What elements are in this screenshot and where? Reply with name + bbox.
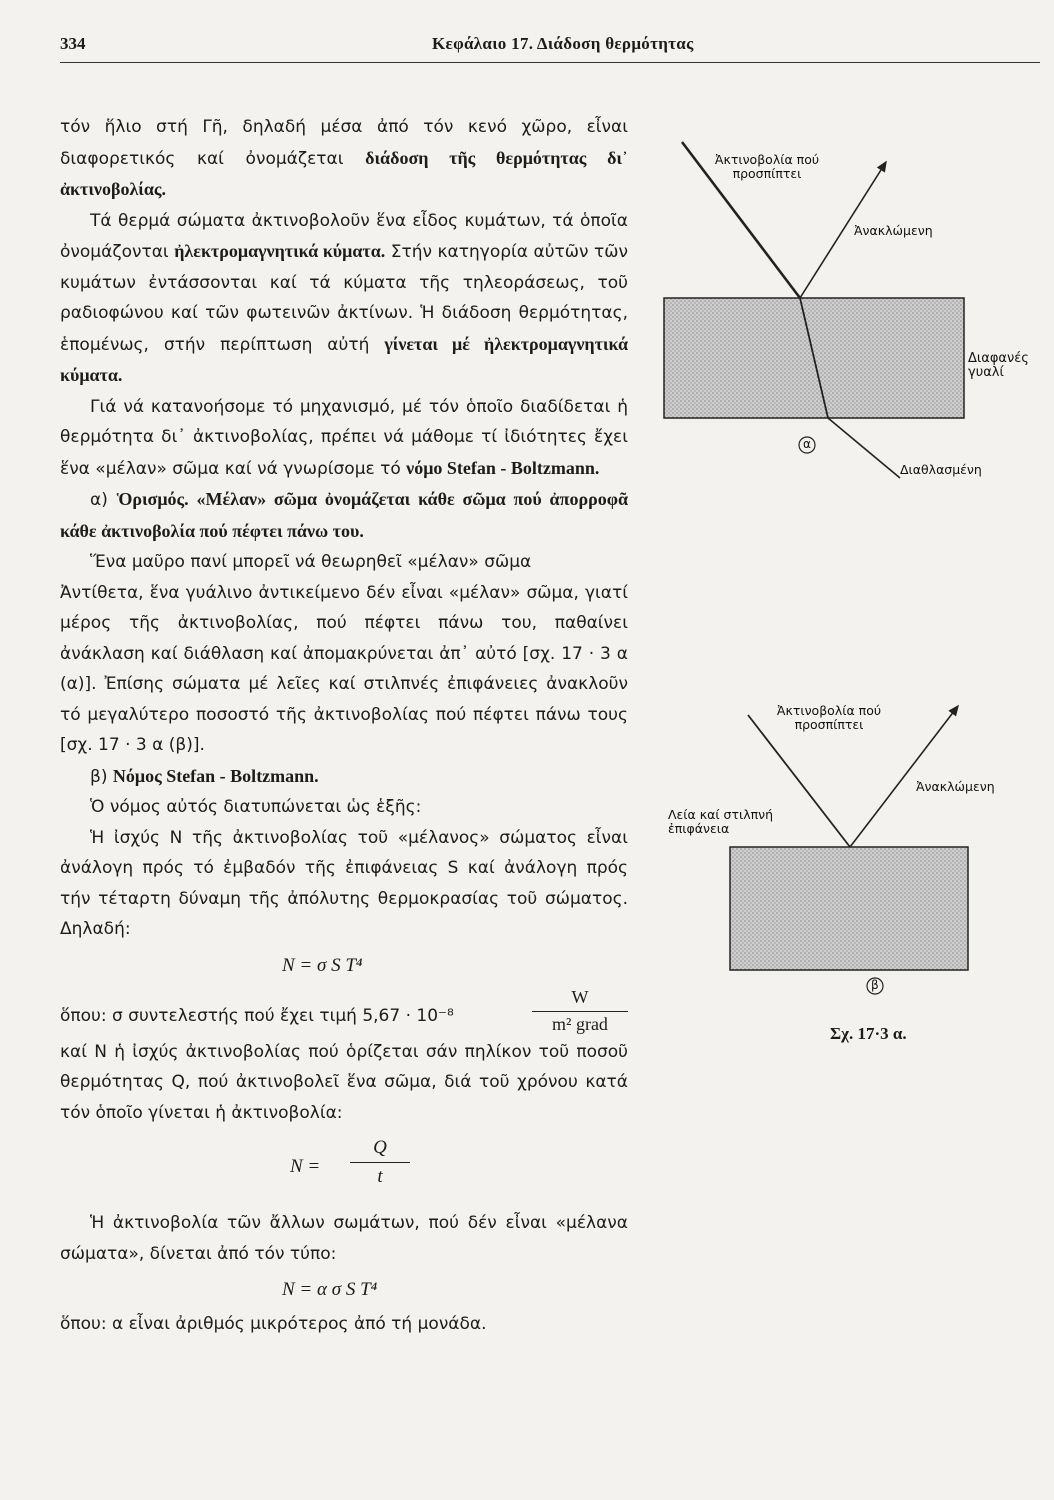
paragraph-3 — [60, 392, 628, 485]
label-refracted: Διαθλασμένη — [900, 462, 982, 477]
running-title: Κεφάλαιο 17. Διάδοση θερμότητας — [432, 34, 694, 53]
sigma-definition-text: ὅπου: σ συντελεστής πού ἔχει τιμή 5,67 · 10⁻⁸ — [60, 1005, 454, 1026]
fraction-numerator: Q — [350, 1134, 410, 1163]
label-reflected-a: Ἀνακλώμενη — [854, 223, 933, 238]
definition-paragraph — [60, 484, 628, 547]
header-rule — [60, 62, 1040, 63]
label-reflected-b: Ἀνακλώμενη — [916, 779, 995, 794]
paragraph-text: τόν ἥλιο στή Γῆ, δηλαδή μέσα ἀπό τόν κενό χῶρο, εἶναι διαφορετικός καί ὀνομάζεται — [60, 117, 628, 169]
paragraph-8: Ὁ νόμος αὐτός διατυπώνεται ὡς ἑξῆς: — [90, 797, 422, 817]
label-glass: Διαφανές γυαλί — [968, 351, 1029, 380]
definition-text: Ὁρισμός. «Μέλαν» σῶμα ὀνομάζεται κάθε σῶμα πού ἀπορροφᾶ κάθε ἀκτινοβολία πού πέφτει πάνω του. — [60, 489, 629, 541]
paragraph-2 — [60, 206, 628, 392]
paragraph-10: καί Ν ἡ ἰσχύς ἀκτινοβολίας πού ὁρίζεται σάν πηλίκον τοῦ ποσοῦ θερμότητας Q, πού ἀκτινοβολεῖ ἕνα σῶμα, διά τοῦ χρόνου κατά τόν ὁποῖο γίνεται ἡ ἀκτινοβολία: — [60, 1041, 628, 1123]
paragraph-1 — [60, 112, 628, 206]
paragraph-text: Γιά νά κατανοήσομε τό μηχανισμό, μέ τόν ὁποῖο διαδίδεται ἡ θερμότητα δι᾽ ἀκτινοβολίας, πρέπει νά μάθομε τί ἰδιότητες ἔχει ἕνα «μέλαν» σῶμα καί νά γνωρίσομε τό — [60, 396, 628, 479]
paragraph-11: Ἡ ἀκτινοβολία τῶν ἄλλων σωμάτων, πού δέν εἶναι «μέλανα σώματα», δίνεται ἀπό τόν τύπο: — [60, 1213, 628, 1264]
label-surface: Λεία καί στιλπνή ἐπιφάνεια — [668, 807, 774, 836]
formula-stefan-boltzmann: N = σ S T⁴ — [282, 954, 363, 976]
formula-power — [60, 1134, 628, 1204]
paragraph-5: Ἕνα μαῦρο πανί μπορεῖ νά θεωρηθεῖ «μέλαν» σῶμα — [90, 552, 532, 572]
list-marker: α) — [90, 490, 117, 510]
sigma-unit-fraction — [532, 985, 628, 1036]
list-marker: β) — [90, 766, 113, 787]
label-incident-b: Ἀκτινοβολία πού προσπίπτει — [776, 703, 882, 732]
main-text-column — [60, 112, 628, 1340]
polished-block — [730, 847, 968, 970]
figure-caption: Σχ. 17·3 α. — [830, 1024, 907, 1043]
refracted-ray-exit — [828, 418, 900, 478]
bold-term: διάδοση τῆς θερμότητας δι᾽ ἀκτινοβολίας. — [60, 147, 628, 199]
fraction-denominator: t — [377, 1166, 383, 1187]
page-number: 334 — [60, 34, 86, 53]
bold-term: γίνεται μέ ἠλεκτρομαγνητικά κύματα. — [60, 333, 628, 385]
label-marker-a: α — [803, 437, 811, 451]
bold-term: νόμο Stefan - Boltzmann. — [406, 457, 600, 478]
paragraph-text: Τά θερμά σώματα ἀκτινοβολοῦν ἕνα εἶδος κυμάτων, τά ὁποῖα ὀνομάζονται — [60, 210, 628, 262]
section-heading-b — [60, 761, 628, 793]
section-heading-text: Νόμος Stefan - Boltzmann. — [112, 765, 319, 786]
page-header — [60, 34, 1040, 64]
formula-power-lhs: N = — [290, 1156, 321, 1177]
unit-numerator: W — [532, 985, 628, 1012]
bold-term: ἠλεκτρομαγνητικά κύματα. — [174, 241, 386, 261]
label-marker-b: β — [871, 978, 879, 992]
formula-power-fraction — [350, 1134, 410, 1191]
paragraph-text: Στήν κατηγορία αὐτῶν τῶν κυμάτων ἐντάσσονται καί τά κύματα τῆς τηλεοράσεως, τοῦ ραδιοφώνου καί τῶν φωτεινῶν ἀκτίνων. Ἡ διάδοση θερμότητας, ἑπομένως, στήν περίπτωση αὐτή — [60, 242, 629, 355]
paragraph-6: Ἀντίθετα, ἕνα γυάλινο ἀντικείμενο δέν εἶναι «μέλαν» σῶμα, γιατί μέρος τῆς ἀκτινοβολίας, πού πέφτει πάνω του, παθαίνει ἀνάκλαση καί διάθλαση καί ἀπομακρύνεται ἀπ᾽ αὐτό [σχ. 17 · 3 α (α)]. Ἐπίσης σώματα μέ λεῖες καί στιλπνές ἐπιφάνειες ἀνακλοῦν τό μεγαλύτερο ποσοστό τῆς ἀκτινοβολίας πού πέφτει πάνω τους [σχ. 17 · 3 α (β)]. — [60, 582, 628, 755]
unit-denominator: m² grad — [552, 1013, 608, 1034]
label-incident-a: Ἀκτινοβολία πού προσπίπτει — [714, 152, 820, 181]
formula-grey-body: N = α σ S T⁴ — [282, 1279, 378, 1300]
paragraph-9: Ἡ ἰσχύς Ν τῆς ἀκτινοβολίας τοῦ «μέλανος» σώματος εἶναι ἀνάλογη πρός τό ἐμβαδόν τῆς ἐπιφάνειας S καί ἀνάλογη πρός τήν τέταρτη δύναμη τῆς ἀπόλυτης θερμοκρασίας τοῦ σώματος. Δηλαδή: — [60, 827, 628, 939]
sigma-definition — [60, 985, 628, 1037]
paragraph-12: ὅπου: α εἶναι ἀριθμός μικρότερος ἀπό τή μονάδα. — [60, 1314, 487, 1334]
figure-diagram — [640, 100, 1050, 1060]
figure-17-3a — [640, 100, 1050, 1060]
